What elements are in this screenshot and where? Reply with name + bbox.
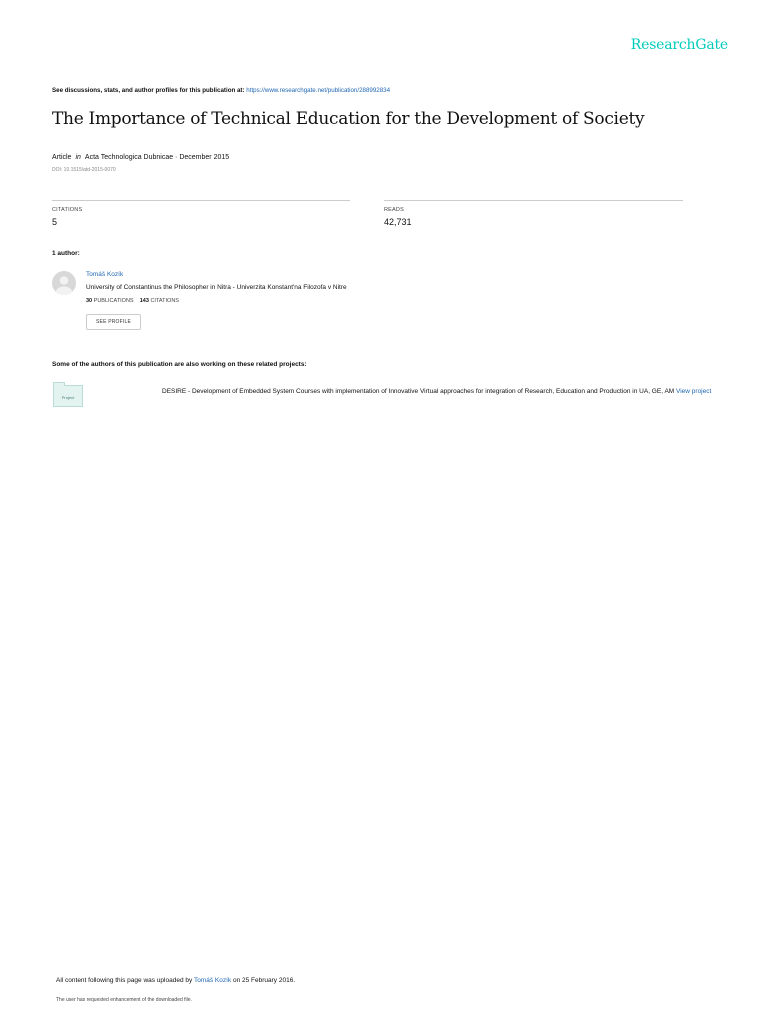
author-name-link[interactable]: Tomáš Kozík bbox=[86, 271, 124, 278]
enhancement-note: The user has requested enhancement of the downloaded file. bbox=[56, 997, 192, 1003]
project-title: DESIRE - Development of Embedded System Courses with implementation of Innovative Virtual approaches for integration of Research, Education and Production in UA, GE, AM bbox=[162, 388, 675, 395]
publications-label: PUBLICATIONS bbox=[93, 298, 134, 304]
citations-label: CITATIONS bbox=[52, 207, 83, 213]
uploaded-prefix: All content following this page was uploaded by bbox=[56, 977, 193, 984]
uploaded-suffix: on 25 February 2016. bbox=[232, 977, 296, 984]
folder-tab bbox=[53, 382, 65, 386]
author-counts bbox=[86, 298, 179, 304]
in-label: in bbox=[75, 154, 81, 161]
article-type: Article bbox=[52, 154, 72, 161]
reads-value: 42,731 bbox=[384, 217, 412, 227]
journal-and-date: Acta Technologica Dubnicae · December 2015 bbox=[84, 154, 230, 161]
citations-value: 5 bbox=[52, 217, 58, 227]
discussions-label: See discussions, stats, and author profiles for this publication at: bbox=[52, 87, 245, 94]
project-thumb-label: Project bbox=[61, 395, 75, 400]
user-silhouette-icon bbox=[52, 271, 76, 295]
reads-divider bbox=[384, 200, 683, 201]
related-projects-heading: Some of the authors of this publication are also working on these related projects: bbox=[52, 361, 307, 368]
project-description bbox=[162, 386, 722, 398]
authors-heading: 1 author: bbox=[52, 250, 80, 257]
author-citations-label: CITATIONS bbox=[150, 298, 179, 304]
uploaded-by-line bbox=[56, 977, 295, 984]
publication-url-link[interactable]: https://www.researchgate.net/publication/288992834 bbox=[246, 87, 391, 94]
author-affiliation: University of Constantinus the Philosopher in Nitra - Univerzita Konstant'na Filozofa v Nitre bbox=[86, 284, 347, 291]
doi: DOI: 10.1515/atd-2015-0070 bbox=[52, 167, 116, 173]
see-profile-button[interactable]: SEE PROFILE bbox=[86, 314, 141, 330]
project-folder-icon[interactable] bbox=[53, 385, 83, 407]
discussions-line bbox=[52, 87, 390, 94]
uploader-link[interactable]: Tomáš Kozík bbox=[193, 977, 232, 984]
avatar[interactable] bbox=[52, 271, 76, 295]
researchgate-logo[interactable]: ResearchGate bbox=[630, 37, 728, 53]
publication-title: The Importance of Technical Education for the Development of Society bbox=[52, 109, 645, 129]
reads-label: READS bbox=[384, 207, 404, 213]
publication-meta bbox=[52, 154, 229, 161]
publications-count: 30 bbox=[86, 298, 93, 304]
citations-divider bbox=[52, 200, 350, 201]
author-citations-count: 143 bbox=[139, 298, 149, 304]
view-project-link[interactable]: View project bbox=[676, 388, 712, 395]
